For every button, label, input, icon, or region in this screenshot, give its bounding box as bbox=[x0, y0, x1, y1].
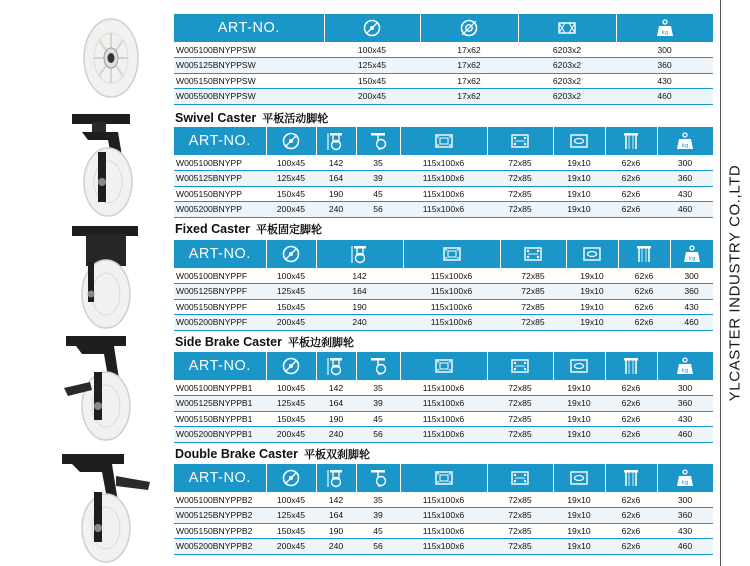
spec-cell: 35 bbox=[356, 380, 400, 396]
art-no-cell: W005100BNYPPB2 bbox=[174, 492, 266, 508]
table-row bbox=[174, 155, 713, 171]
spec-cell: 19x10 bbox=[553, 380, 605, 396]
spec-cell: 150x45 bbox=[324, 73, 420, 89]
spec-cell: 72x85 bbox=[487, 396, 553, 412]
spec-cell: 62x6 bbox=[618, 299, 670, 315]
side-divider bbox=[720, 0, 721, 566]
spec-cell: 115x100x6 bbox=[403, 315, 500, 331]
table-row bbox=[174, 171, 713, 187]
spec-cell: 460 bbox=[657, 202, 713, 218]
plate-size-icon bbox=[434, 468, 454, 488]
height-icon bbox=[326, 131, 346, 151]
bracket-thickness-icon bbox=[621, 131, 641, 151]
spec-cell: 100x45 bbox=[266, 492, 316, 508]
plate-size-header bbox=[400, 464, 487, 492]
spec-cell: 19x10 bbox=[553, 202, 605, 218]
wheel-size-icon bbox=[281, 131, 301, 151]
double-brake-title-cn: 平板双刹脚轮 bbox=[303, 448, 370, 461]
spec-cell: 72x85 bbox=[500, 315, 566, 331]
height-icon bbox=[326, 356, 346, 376]
spec-cell: 19x10 bbox=[566, 315, 618, 331]
wheel-size-icon bbox=[281, 244, 301, 264]
art-no-cell: W005200BNYPPB2 bbox=[174, 539, 266, 555]
art-no-cell: W005150BNYPPSW bbox=[174, 73, 324, 89]
spec-cell: 430 bbox=[657, 523, 713, 539]
spec-cell: 300 bbox=[657, 492, 713, 508]
spec-cell: 62x6 bbox=[605, 380, 657, 396]
fixed-title-cn: 平板固定脚轮 bbox=[256, 223, 323, 236]
spec-cell: 72x85 bbox=[487, 411, 553, 427]
spec-cell: 62x6 bbox=[618, 268, 670, 284]
table-header-row bbox=[174, 464, 713, 492]
art-no-cell: W005500BNYPPSW bbox=[174, 89, 324, 105]
load-weight-icon bbox=[675, 468, 695, 488]
spec-cell: 150x45 bbox=[266, 186, 316, 202]
spec-cell: 115x100x6 bbox=[400, 396, 487, 412]
spec-cell: 72x85 bbox=[487, 171, 553, 187]
spec-cell: 200x45 bbox=[266, 315, 316, 331]
spec-cell: 190 bbox=[316, 186, 356, 202]
wheel-size-header bbox=[324, 14, 420, 42]
offset-header bbox=[356, 127, 400, 155]
art-no-cell: W005100BNYPP bbox=[174, 155, 266, 171]
spec-cell: 115x100x6 bbox=[400, 202, 487, 218]
spec-cell: 72x85 bbox=[487, 508, 553, 524]
table-row bbox=[174, 58, 713, 74]
art-no-header: ART-NO. bbox=[174, 240, 266, 268]
load-header bbox=[657, 127, 713, 155]
spec-cell: 115x100x6 bbox=[400, 523, 487, 539]
spec-cell: 142 bbox=[316, 268, 403, 284]
svg-text:kg: kg bbox=[681, 368, 689, 374]
offset-icon bbox=[368, 468, 388, 488]
spec-cell: 62x6 bbox=[605, 155, 657, 171]
table-row bbox=[174, 492, 713, 508]
table-row bbox=[174, 268, 713, 284]
bearing-icon bbox=[557, 18, 577, 38]
offset-icon bbox=[368, 131, 388, 151]
spec-cell: 62x6 bbox=[605, 411, 657, 427]
spec-cell: 190 bbox=[316, 523, 356, 539]
spec-cell: 19x10 bbox=[553, 396, 605, 412]
spec-cell: 17x62 bbox=[420, 58, 518, 74]
hole-size-header bbox=[553, 464, 605, 492]
spec-cell: 39 bbox=[356, 508, 400, 524]
spec-cell: 45 bbox=[356, 186, 400, 202]
spec-cell: 150x45 bbox=[266, 523, 316, 539]
hole-size-header bbox=[553, 352, 605, 380]
spec-cell: 115x100x6 bbox=[400, 186, 487, 202]
section-title-fixed bbox=[175, 221, 322, 237]
spec-cell: 125x45 bbox=[266, 396, 316, 412]
spec-cell: 19x10 bbox=[566, 284, 618, 300]
spec-cell: 17x62 bbox=[420, 89, 518, 105]
plate-size-icon bbox=[434, 356, 454, 376]
hole-size-icon bbox=[569, 468, 589, 488]
svg-text:kg: kg bbox=[661, 30, 669, 36]
spec-cell: 35 bbox=[356, 155, 400, 171]
spec-cell: 62x6 bbox=[618, 284, 670, 300]
spec-cell: 100x45 bbox=[266, 268, 316, 284]
spec-cell: 190 bbox=[316, 411, 356, 427]
art-no-cell: W005200BNYPP bbox=[174, 202, 266, 218]
spec-cell: 100x45 bbox=[266, 380, 316, 396]
spec-cell: 240 bbox=[316, 202, 356, 218]
swivel-spec-table bbox=[174, 127, 713, 218]
spec-cell: 200x45 bbox=[324, 89, 420, 105]
hole-size-header bbox=[553, 127, 605, 155]
spec-cell: 360 bbox=[616, 58, 713, 74]
spec-cell: 150x45 bbox=[266, 411, 316, 427]
table-row bbox=[174, 380, 713, 396]
spec-cell: 460 bbox=[670, 315, 713, 331]
spec-cell: 360 bbox=[657, 171, 713, 187]
bolt-hole-header bbox=[487, 127, 553, 155]
spec-cell: 300 bbox=[657, 380, 713, 396]
spec-cell: 115x100x6 bbox=[400, 492, 487, 508]
table-row bbox=[174, 508, 713, 524]
spec-cell: 200x45 bbox=[266, 539, 316, 555]
bolt-hole-header bbox=[500, 240, 566, 268]
spec-cell: 62x6 bbox=[605, 171, 657, 187]
spec-cell: 19x10 bbox=[566, 299, 618, 315]
art-no-cell: W005125BNYPPSW bbox=[174, 58, 324, 74]
spec-cell: 164 bbox=[316, 396, 356, 412]
spec-cell: 19x10 bbox=[553, 155, 605, 171]
hole-size-header bbox=[566, 240, 618, 268]
table-row bbox=[174, 396, 713, 412]
load-weight-icon bbox=[682, 244, 702, 264]
spec-cell: 72x85 bbox=[500, 284, 566, 300]
section-title-double-brake bbox=[175, 446, 370, 462]
hole-size-icon bbox=[569, 356, 589, 376]
table-row bbox=[174, 299, 713, 315]
spec-cell: 125x45 bbox=[266, 508, 316, 524]
spec-cell: 19x10 bbox=[553, 539, 605, 555]
section-title-swivel bbox=[175, 110, 328, 126]
svg-text:kg: kg bbox=[681, 143, 689, 149]
spec-cell: 56 bbox=[356, 539, 400, 555]
hub-size-header bbox=[420, 14, 518, 42]
spec-cell: 142 bbox=[316, 380, 356, 396]
spec-cell: 125x45 bbox=[266, 171, 316, 187]
spec-cell: 62x6 bbox=[605, 186, 657, 202]
plate-size-header bbox=[400, 352, 487, 380]
wheel-size-icon bbox=[362, 18, 382, 38]
table-row bbox=[174, 73, 713, 89]
spec-cell: 6203x2 bbox=[518, 73, 616, 89]
spec-cell: 300 bbox=[670, 268, 713, 284]
offset-header bbox=[356, 464, 400, 492]
spec-cell: 72x85 bbox=[487, 539, 553, 555]
table-row bbox=[174, 89, 713, 105]
bracket-thickness-icon bbox=[634, 244, 654, 264]
spec-cell: 6203x2 bbox=[518, 58, 616, 74]
load-weight-icon bbox=[655, 18, 675, 38]
table-header-row bbox=[174, 240, 713, 268]
spec-cell: 190 bbox=[316, 299, 403, 315]
table-row bbox=[174, 411, 713, 427]
spec-cell: 62x6 bbox=[605, 523, 657, 539]
spec-cell: 142 bbox=[316, 492, 356, 508]
hole-size-icon bbox=[569, 131, 589, 151]
spec-cell: 460 bbox=[657, 539, 713, 555]
spec-cell: 360 bbox=[670, 284, 713, 300]
spec-cell: 72x85 bbox=[487, 427, 553, 443]
spec-cell: 115x100x6 bbox=[400, 411, 487, 427]
spec-cell: 62x6 bbox=[618, 315, 670, 331]
spec-cell: 72x85 bbox=[487, 202, 553, 218]
art-no-cell: W005150BNYPPF bbox=[174, 299, 266, 315]
spec-cell: 115x100x6 bbox=[403, 268, 500, 284]
spec-cell: 164 bbox=[316, 508, 356, 524]
table-row bbox=[174, 186, 713, 202]
wheel-size-header bbox=[266, 127, 316, 155]
table-row bbox=[174, 202, 713, 218]
svg-text:kg: kg bbox=[688, 256, 696, 262]
side-brake-title-cn: 平板边刹脚轮 bbox=[288, 336, 355, 349]
spec-cell: 17x62 bbox=[420, 42, 518, 58]
spec-cell: 360 bbox=[657, 508, 713, 524]
spec-cell: 115x100x6 bbox=[400, 155, 487, 171]
spec-cell: 19x10 bbox=[553, 171, 605, 187]
spec-cell: 45 bbox=[356, 523, 400, 539]
spec-cell: 72x85 bbox=[487, 492, 553, 508]
spec-cell: 62x6 bbox=[605, 539, 657, 555]
bracket-thickness-header bbox=[605, 464, 657, 492]
spec-cell: 150x45 bbox=[266, 299, 316, 315]
art-no-cell: W005100BNYPPB1 bbox=[174, 380, 266, 396]
spec-cell: 62x6 bbox=[605, 396, 657, 412]
spec-cell: 62x6 bbox=[605, 508, 657, 524]
spec-cell: 164 bbox=[316, 284, 403, 300]
spec-cell: 19x10 bbox=[553, 492, 605, 508]
swivel-caster-photo bbox=[62, 108, 150, 220]
spec-cell: 115x100x6 bbox=[400, 171, 487, 187]
spec-cell: 19x10 bbox=[566, 268, 618, 284]
double-brake-title-en: Double Brake Caster bbox=[175, 447, 298, 461]
swivel-title-en: Swivel Caster bbox=[175, 111, 257, 125]
offset-icon bbox=[368, 356, 388, 376]
spec-cell: 100x45 bbox=[266, 155, 316, 171]
spec-cell: 460 bbox=[657, 427, 713, 443]
table-row bbox=[174, 284, 713, 300]
load-weight-icon bbox=[675, 131, 695, 151]
swivel-title-cn: 平板活动脚轮 bbox=[262, 112, 329, 125]
double-brake-spec-table bbox=[174, 464, 713, 555]
art-no-cell: W005125BNYPPB2 bbox=[174, 508, 266, 524]
wheel-size-icon bbox=[281, 356, 301, 376]
spec-cell: 360 bbox=[657, 396, 713, 412]
spec-cell: 72x85 bbox=[487, 380, 553, 396]
spec-cell: 460 bbox=[616, 89, 713, 105]
section-title-side-brake bbox=[175, 334, 354, 350]
side-brake-caster-photo bbox=[60, 332, 152, 444]
spec-cell: 200x45 bbox=[266, 427, 316, 443]
art-no-header: ART-NO. bbox=[174, 14, 324, 42]
offset-header bbox=[356, 352, 400, 380]
table-header-row bbox=[174, 352, 713, 380]
plate-size-icon bbox=[434, 131, 454, 151]
spec-cell: 19x10 bbox=[553, 508, 605, 524]
art-no-cell: W005100BNYPPF bbox=[174, 268, 266, 284]
load-weight-icon bbox=[675, 356, 695, 376]
height-header bbox=[316, 464, 356, 492]
height-header bbox=[316, 240, 403, 268]
spec-cell: 240 bbox=[316, 539, 356, 555]
height-header bbox=[316, 127, 356, 155]
spec-cell: 72x85 bbox=[487, 186, 553, 202]
art-no-cell: W005125BNYPP bbox=[174, 171, 266, 187]
height-icon bbox=[326, 468, 346, 488]
art-no-cell: W005200BNYPPF bbox=[174, 315, 266, 331]
height-header bbox=[316, 352, 356, 380]
spec-cell: 115x100x6 bbox=[400, 539, 487, 555]
spec-cell: 72x85 bbox=[487, 523, 553, 539]
art-no-cell: W005150BNYPPB2 bbox=[174, 523, 266, 539]
plate-size-header bbox=[403, 240, 500, 268]
art-no-cell: W005200BNYPPB1 bbox=[174, 427, 266, 443]
spec-cell: 300 bbox=[657, 155, 713, 171]
height-icon bbox=[350, 244, 370, 264]
spec-cell: 125x45 bbox=[324, 58, 420, 74]
spec-cell: 56 bbox=[356, 202, 400, 218]
wheel-size-header bbox=[266, 240, 316, 268]
bracket-thickness-header bbox=[605, 127, 657, 155]
bracket-thickness-header bbox=[618, 240, 670, 268]
wheel-size-header bbox=[266, 352, 316, 380]
spec-cell: 240 bbox=[316, 315, 403, 331]
spec-cell: 35 bbox=[356, 492, 400, 508]
load-header bbox=[670, 240, 713, 268]
spec-cell: 72x85 bbox=[500, 299, 566, 315]
spec-cell: 430 bbox=[670, 299, 713, 315]
fixed-spec-table bbox=[174, 240, 713, 331]
fixed-caster-photo bbox=[66, 222, 154, 332]
spec-cell: 62x6 bbox=[605, 202, 657, 218]
spec-cell: 430 bbox=[657, 411, 713, 427]
spec-cell: 62x6 bbox=[605, 427, 657, 443]
wheel-spec-table bbox=[174, 14, 713, 105]
spec-cell: 200x45 bbox=[266, 202, 316, 218]
art-no-cell: W005100BNYPPSW bbox=[174, 42, 324, 58]
table-row bbox=[174, 539, 713, 555]
table-header-row bbox=[174, 14, 713, 42]
spec-cell: 19x10 bbox=[553, 523, 605, 539]
art-no-cell: W005125BNYPPF bbox=[174, 284, 266, 300]
table-row bbox=[174, 427, 713, 443]
table-header-row bbox=[174, 127, 713, 155]
svg-text:kg: kg bbox=[681, 480, 689, 486]
table-row bbox=[174, 523, 713, 539]
spec-cell: 115x100x6 bbox=[400, 380, 487, 396]
spec-cell: 164 bbox=[316, 171, 356, 187]
spec-cell: 115x100x6 bbox=[400, 427, 487, 443]
bolt-hole-header bbox=[487, 464, 553, 492]
spec-cell: 430 bbox=[657, 186, 713, 202]
spec-cell: 125x45 bbox=[266, 284, 316, 300]
art-no-header: ART-NO. bbox=[174, 464, 266, 492]
table-row bbox=[174, 42, 713, 58]
spec-cell: 6203x2 bbox=[518, 42, 616, 58]
spec-cell: 100x45 bbox=[324, 42, 420, 58]
spec-cell: 300 bbox=[616, 42, 713, 58]
plate-size-header bbox=[400, 127, 487, 155]
spec-cell: 56 bbox=[356, 427, 400, 443]
load-header bbox=[657, 464, 713, 492]
wheel-photo bbox=[78, 16, 144, 100]
spec-cell: 115x100x6 bbox=[403, 299, 500, 315]
art-no-header: ART-NO. bbox=[174, 127, 266, 155]
art-no-cell: W005150BNYPP bbox=[174, 186, 266, 202]
spec-cell: 240 bbox=[316, 427, 356, 443]
art-no-cell: W005150BNYPPB1 bbox=[174, 411, 266, 427]
spec-cell: 72x85 bbox=[487, 155, 553, 171]
spec-cell: 62x6 bbox=[605, 492, 657, 508]
spec-cell: 430 bbox=[616, 73, 713, 89]
table-row bbox=[174, 315, 713, 331]
load-header bbox=[657, 352, 713, 380]
spec-cell: 39 bbox=[356, 396, 400, 412]
spec-cell: 19x10 bbox=[553, 186, 605, 202]
art-no-cell: W005125BNYPPB1 bbox=[174, 396, 266, 412]
spec-cell: 115x100x6 bbox=[400, 508, 487, 524]
spec-cell: 45 bbox=[356, 411, 400, 427]
bolt-hole-icon bbox=[510, 131, 530, 151]
bracket-thickness-header bbox=[605, 352, 657, 380]
art-no-header: ART-NO. bbox=[174, 352, 266, 380]
plate-size-icon bbox=[442, 244, 462, 264]
wheel-size-header bbox=[266, 464, 316, 492]
load-header bbox=[616, 14, 713, 42]
bolt-hole-icon bbox=[510, 468, 530, 488]
side-brake-title-en: Side Brake Caster bbox=[175, 335, 283, 349]
wheel-size-icon bbox=[281, 468, 301, 488]
spec-cell: 19x10 bbox=[553, 411, 605, 427]
spec-cell: 72x85 bbox=[500, 268, 566, 284]
bracket-thickness-icon bbox=[621, 356, 641, 376]
spec-cell: 142 bbox=[316, 155, 356, 171]
bearing-header bbox=[518, 14, 616, 42]
bolt-hole-header bbox=[487, 352, 553, 380]
fixed-title-en: Fixed Caster bbox=[175, 222, 251, 236]
side-brake-spec-table bbox=[174, 352, 713, 443]
spec-cell: 6203x2 bbox=[518, 89, 616, 105]
hole-size-icon bbox=[582, 244, 602, 264]
bolt-hole-icon bbox=[510, 356, 530, 376]
spec-cell: 115x100x6 bbox=[403, 284, 500, 300]
spec-cell: 19x10 bbox=[553, 427, 605, 443]
spec-cell: 17x62 bbox=[420, 73, 518, 89]
double-brake-caster-photo bbox=[58, 448, 154, 564]
hub-size-icon bbox=[459, 18, 479, 38]
spec-cell: 39 bbox=[356, 171, 400, 187]
company-name-vertical: YLCASTER INDUSTRY CO.,LTD bbox=[726, 164, 744, 402]
bolt-hole-icon bbox=[523, 244, 543, 264]
bracket-thickness-icon bbox=[621, 468, 641, 488]
